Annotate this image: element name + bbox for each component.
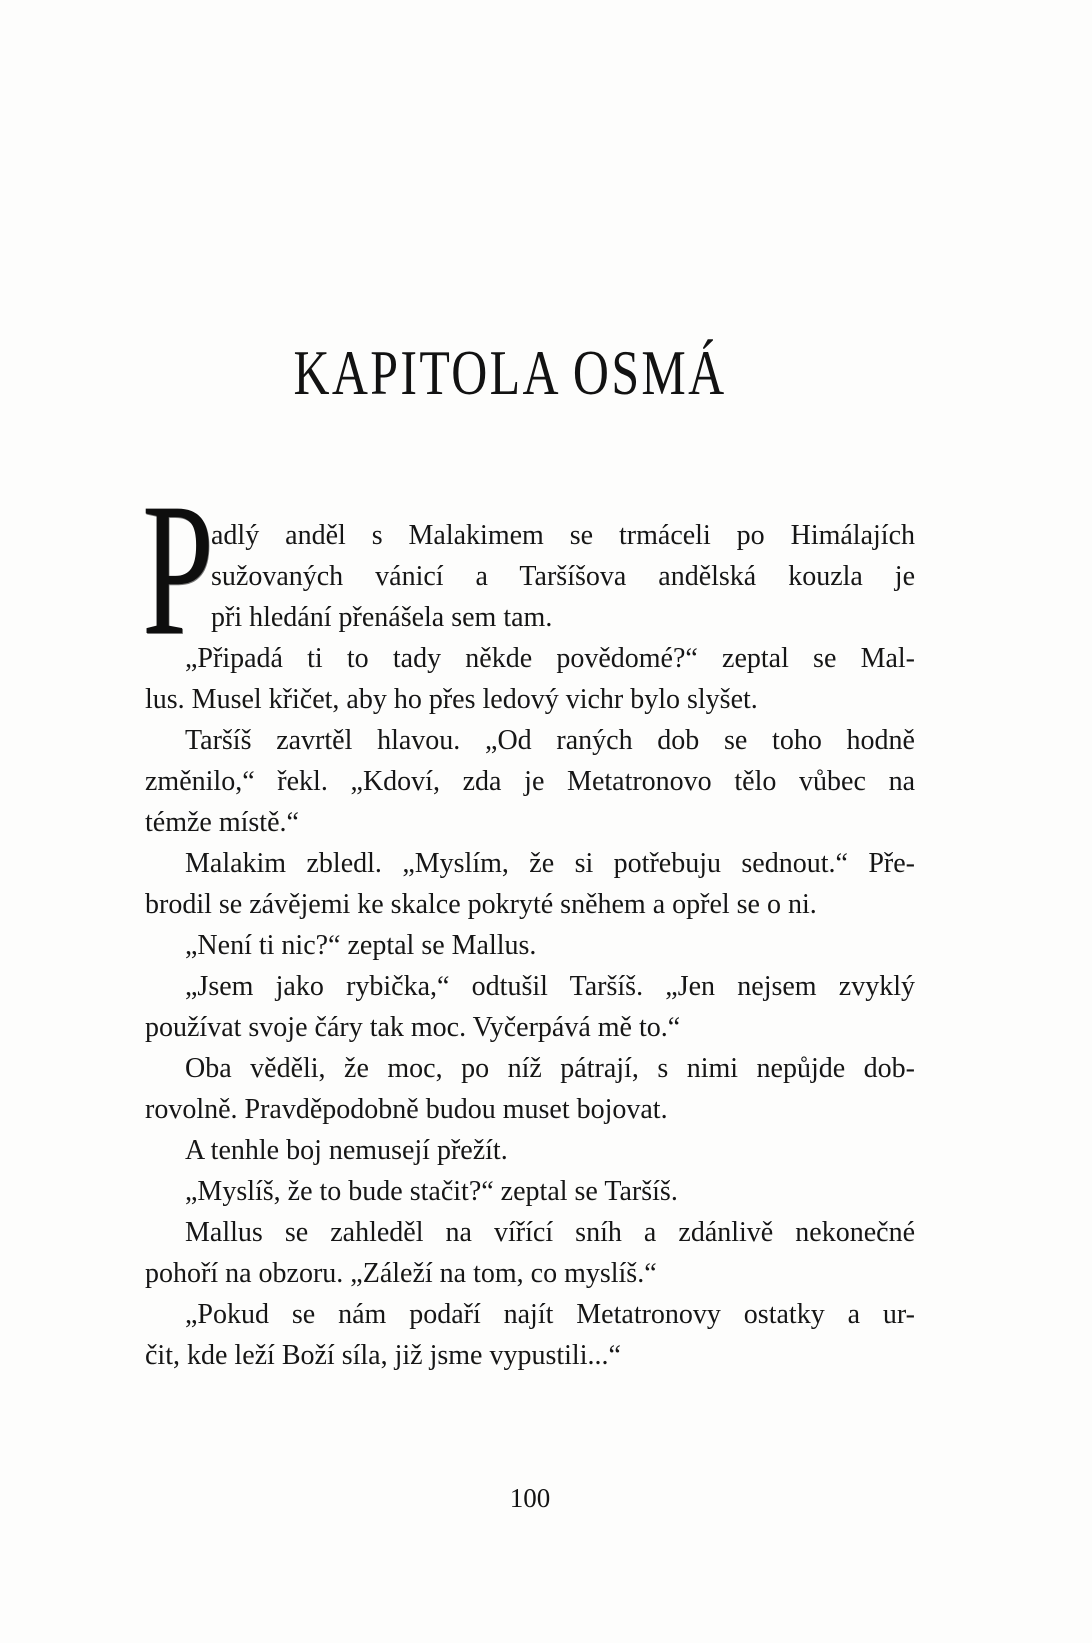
page-number: 100 xyxy=(509,1483,551,1513)
paragraph xyxy=(145,966,915,1048)
text-line: „Pokud se nám podaří najít Metatronovy ostatky a ur- xyxy=(185,1299,915,1330)
drop-cap xyxy=(142,465,214,675)
text-line: „Není ti nic?“ zeptal se Mallus. xyxy=(185,930,537,961)
drop-cap-letter: P xyxy=(142,465,214,675)
paragraph xyxy=(145,1212,915,1294)
text-line: brodil se závějemi ke skalce pokryté sněhem a opřel se o ni. xyxy=(145,889,817,920)
text-line: používat svoje čáry tak moc. Vyčerpává mě to.“ xyxy=(145,1012,681,1043)
text-line: pohoří na obzoru. „Záleží na tom, co myslíš.“ xyxy=(145,1258,657,1289)
text-line: čit, kde leží Boží síla, již jsme vypustili...“ xyxy=(145,1340,621,1371)
paragraph xyxy=(145,1294,915,1376)
text-line: „Myslíš, že to bude stačit?“ zeptal se Taršíš. xyxy=(185,1176,678,1207)
text-line: Mallus se zahleděl na vířící sníh a zdánlivě nekonečné xyxy=(185,1217,915,1248)
text-line: „Připadá ti to tady někde povědomé?“ zeptal se Mal- xyxy=(185,643,915,674)
body-text xyxy=(142,465,915,1376)
text-line: lus. Musel křičet, aby ho přes ledový vichr bylo slyšet. xyxy=(145,684,758,715)
text-line: sužovaných vánicí a Taršíšova andělská kouzla je xyxy=(211,561,915,592)
text-line: Taršíš zavrtěl hlavou. „Od raných dob se toho hodně xyxy=(185,725,915,756)
text-line: „Jsem jako rybička,“ odtušil Taršíš. „Jen nejsem zvyklý xyxy=(185,971,915,1002)
paragraph xyxy=(145,638,915,720)
paragraph xyxy=(145,1171,915,1212)
text-line: rovolně. Pravděpodobně budou muset bojovat. xyxy=(145,1094,668,1125)
text-line: témže místě.“ xyxy=(145,807,299,838)
text-line: adlý anděl s Malakimem se trmáceli po Himálajích xyxy=(211,520,915,551)
paragraph xyxy=(145,1048,915,1130)
paragraph xyxy=(145,1130,915,1171)
text-line: změnilo,“ řekl. „Kdoví, zda je Metatronovo tělo vůbec na xyxy=(145,766,915,797)
text-line: A tenhle boj nemusejí přežít. xyxy=(185,1135,508,1166)
paragraph xyxy=(145,843,915,925)
text-line: Malakim zbledl. „Myslím, že si potřebuju sednout.“ Pře- xyxy=(185,848,915,879)
text-line: Oba věděli, že moc, po níž pátrají, s nimi nepůjde dob- xyxy=(185,1053,915,1084)
text-line: při hledání přenášela sem tam. xyxy=(211,602,553,633)
chapter-title: KAPITOLA OSMÁ xyxy=(293,336,727,408)
paragraph xyxy=(145,925,915,966)
paragraph xyxy=(145,720,915,843)
